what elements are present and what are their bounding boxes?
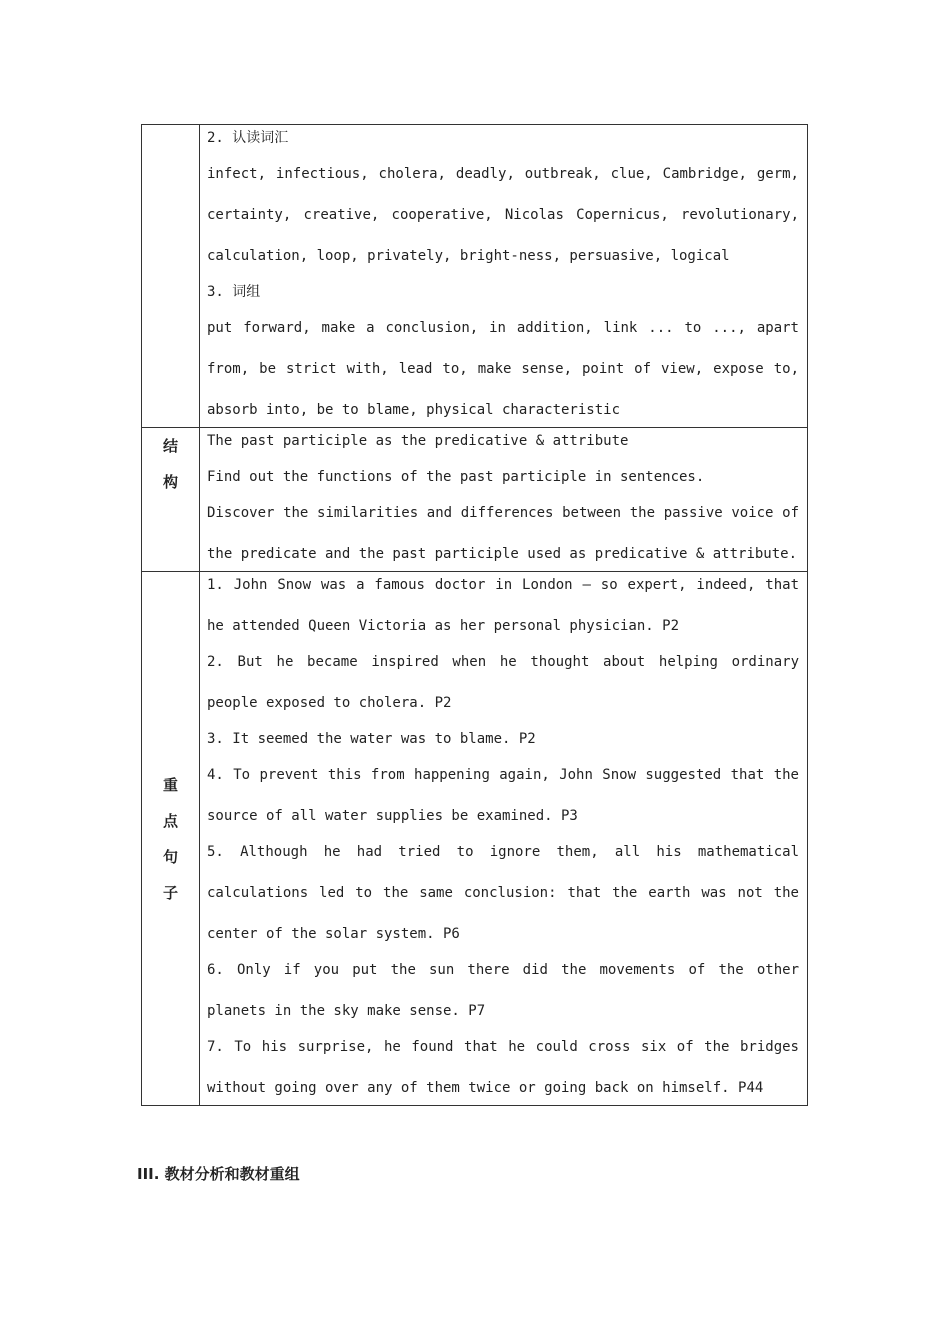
structure-line: The past participle as the predicative & attribute xyxy=(207,433,629,449)
vocabulary-row xyxy=(142,125,808,428)
sentence-line: 7. To his surprise, he found that he could cross six of the bridges xyxy=(207,1039,799,1055)
sentence-line: without going over any of them twice or going back on himself. P44 xyxy=(207,1080,764,1096)
structure-line: the predicate and the past participle used as predicative & attribute. xyxy=(207,546,798,562)
key-sentences-label-cell xyxy=(142,572,200,1106)
sentence-line: 4. To prevent this from happening again, John Snow suggested that the xyxy=(207,767,799,783)
reading-vocab-heading: 2. 认读词汇 xyxy=(207,130,289,146)
vocabulary-content-cell xyxy=(200,125,808,428)
sentence-line: people exposed to cholera. P2 xyxy=(207,695,452,711)
reading-vocab-line: certainty, creative, cooperative, Nicolas Copernicus, revolutionary, xyxy=(207,207,799,223)
key-sentences-label-char: 句 xyxy=(162,847,178,866)
structure-label-cell xyxy=(142,428,200,572)
key-sentences-content-cell xyxy=(200,572,808,1106)
phrase-line: from, be strict with, lead to, make sense, point of view, expose to, xyxy=(207,361,799,377)
sentence-line: 6. Only if you put the sun there did the movements of the other xyxy=(207,962,799,978)
key-sentences-label-char: 点 xyxy=(162,811,178,830)
structure-line: Discover the similarities and differences between the passive voice of xyxy=(207,505,799,521)
sentence-line: 3. It seemed the water was to blame. P2 xyxy=(207,731,536,747)
section-heading: III. 教材分析和教材重组 xyxy=(137,1165,300,1183)
sentence-line: he attended Queen Victoria as her personal physician. P2 xyxy=(207,618,680,634)
structure-label-char: 构 xyxy=(162,473,178,491)
phrase-line: put forward, make a conclusion, in addition, link ... to ..., apart xyxy=(207,320,799,336)
structure-line: Find out the functions of the past participle in sentences. xyxy=(207,469,705,485)
structure-row xyxy=(142,428,808,572)
sentence-line: center of the solar system. P6 xyxy=(207,926,460,942)
reading-vocab-line: infect, infectious, cholera, deadly, outbreak, clue, Cambridge, germ, xyxy=(207,166,799,182)
sentence-line: 5. Although he had tried to ignore them, all his mathematical xyxy=(207,844,799,860)
sentence-line: calculations led to the same conclusion: that the earth was not the xyxy=(207,885,799,901)
key-sentences-row xyxy=(142,572,808,1106)
key-sentences-label-char: 子 xyxy=(162,883,178,902)
sentence-line: 2. But he became inspired when he thought about helping ordinary xyxy=(207,654,799,670)
structure-content-cell xyxy=(200,428,808,572)
lesson-plan-table xyxy=(141,124,808,1106)
phrase-line: absorb into, be to blame, physical characteristic xyxy=(207,402,621,418)
reading-vocab-line: calculation, loop, privately, bright-ness, persuasive, logical xyxy=(207,248,730,264)
sentence-line: 1. John Snow was a famous doctor in London — so expert, indeed, that xyxy=(207,577,799,593)
vocabulary-label-cell xyxy=(142,125,200,428)
phrase-heading: 3. 词组 xyxy=(207,284,261,300)
sentence-line: source of all water supplies be examined. P3 xyxy=(207,808,578,824)
sentence-line: planets in the sky make sense. P7 xyxy=(207,1003,486,1019)
structure-label-char: 结 xyxy=(162,437,178,455)
key-sentences-label-char: 重 xyxy=(162,775,178,794)
